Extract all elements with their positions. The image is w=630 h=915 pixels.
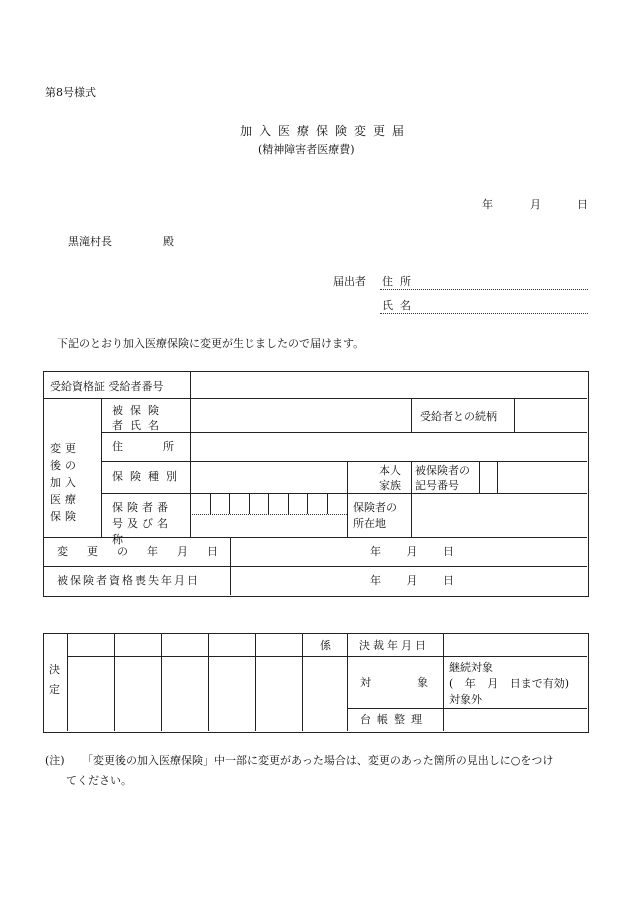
form-subtitle: (精神障害者医療費): [258, 143, 355, 156]
loss-date-value: 年 月 日: [370, 574, 454, 587]
insured-name-label: 被保険者氏名: [112, 404, 166, 432]
ledger-label: 台帳整理: [360, 713, 428, 726]
insurer-location-label: 保険者の所在地: [353, 501, 397, 530]
date-year: 年: [482, 198, 493, 211]
honorific: 殿: [163, 235, 174, 248]
cert-number-label: 受給資格証 受給者番号: [50, 380, 164, 393]
form-title: 加入医療保険変更届: [240, 124, 412, 138]
insured-symbol-label: 被保険者の記号番号: [415, 464, 470, 492]
date-day: 日: [577, 198, 588, 211]
applicant-name-label: 氏名: [382, 299, 418, 312]
relation-label: 受給者との続柄: [420, 410, 497, 423]
note-label: (注): [45, 754, 65, 767]
address-label: 住所: [112, 440, 214, 453]
not-target: 対象外: [449, 693, 482, 706]
note-text-line1: 「変更後の加入医療保険」中一部に変更があった場合は、変更のあった箇所の見出しに○をつけ: [82, 754, 554, 767]
loss-date-label: 被保険者資格喪失年月日: [57, 574, 200, 587]
form-number: 第8号様式: [45, 86, 96, 99]
applicant-address-label: 住所: [382, 275, 418, 288]
continue-target: 継続対象: [449, 661, 493, 674]
staff-label: 係: [320, 639, 331, 652]
insurer-number-label: 保険者番号及び名称: [112, 501, 172, 546]
statement: 下記のとおり加入医療保険に変更が生じましたので届けます。: [57, 337, 365, 350]
valid-until: ( 年 月 日まで有効): [449, 677, 570, 690]
addressee: 黒滝村長: [68, 235, 112, 248]
note-text-line2: てください。: [66, 774, 132, 787]
decision-label: 決定: [49, 663, 60, 696]
section-label: 変更後の加入医療保険: [50, 442, 80, 523]
applicant-label: 届出者: [333, 275, 366, 288]
insurance-type-label: 保険種別: [112, 470, 184, 483]
change-date-label: 変更の年月日: [57, 545, 237, 558]
target-label: 対象: [360, 676, 474, 689]
date-month: 月: [530, 198, 541, 211]
self-family-label: 本人家族: [379, 464, 401, 492]
decision-date-label: 決裁年月日: [359, 639, 429, 652]
change-date-value: 年 月 日: [370, 545, 454, 558]
